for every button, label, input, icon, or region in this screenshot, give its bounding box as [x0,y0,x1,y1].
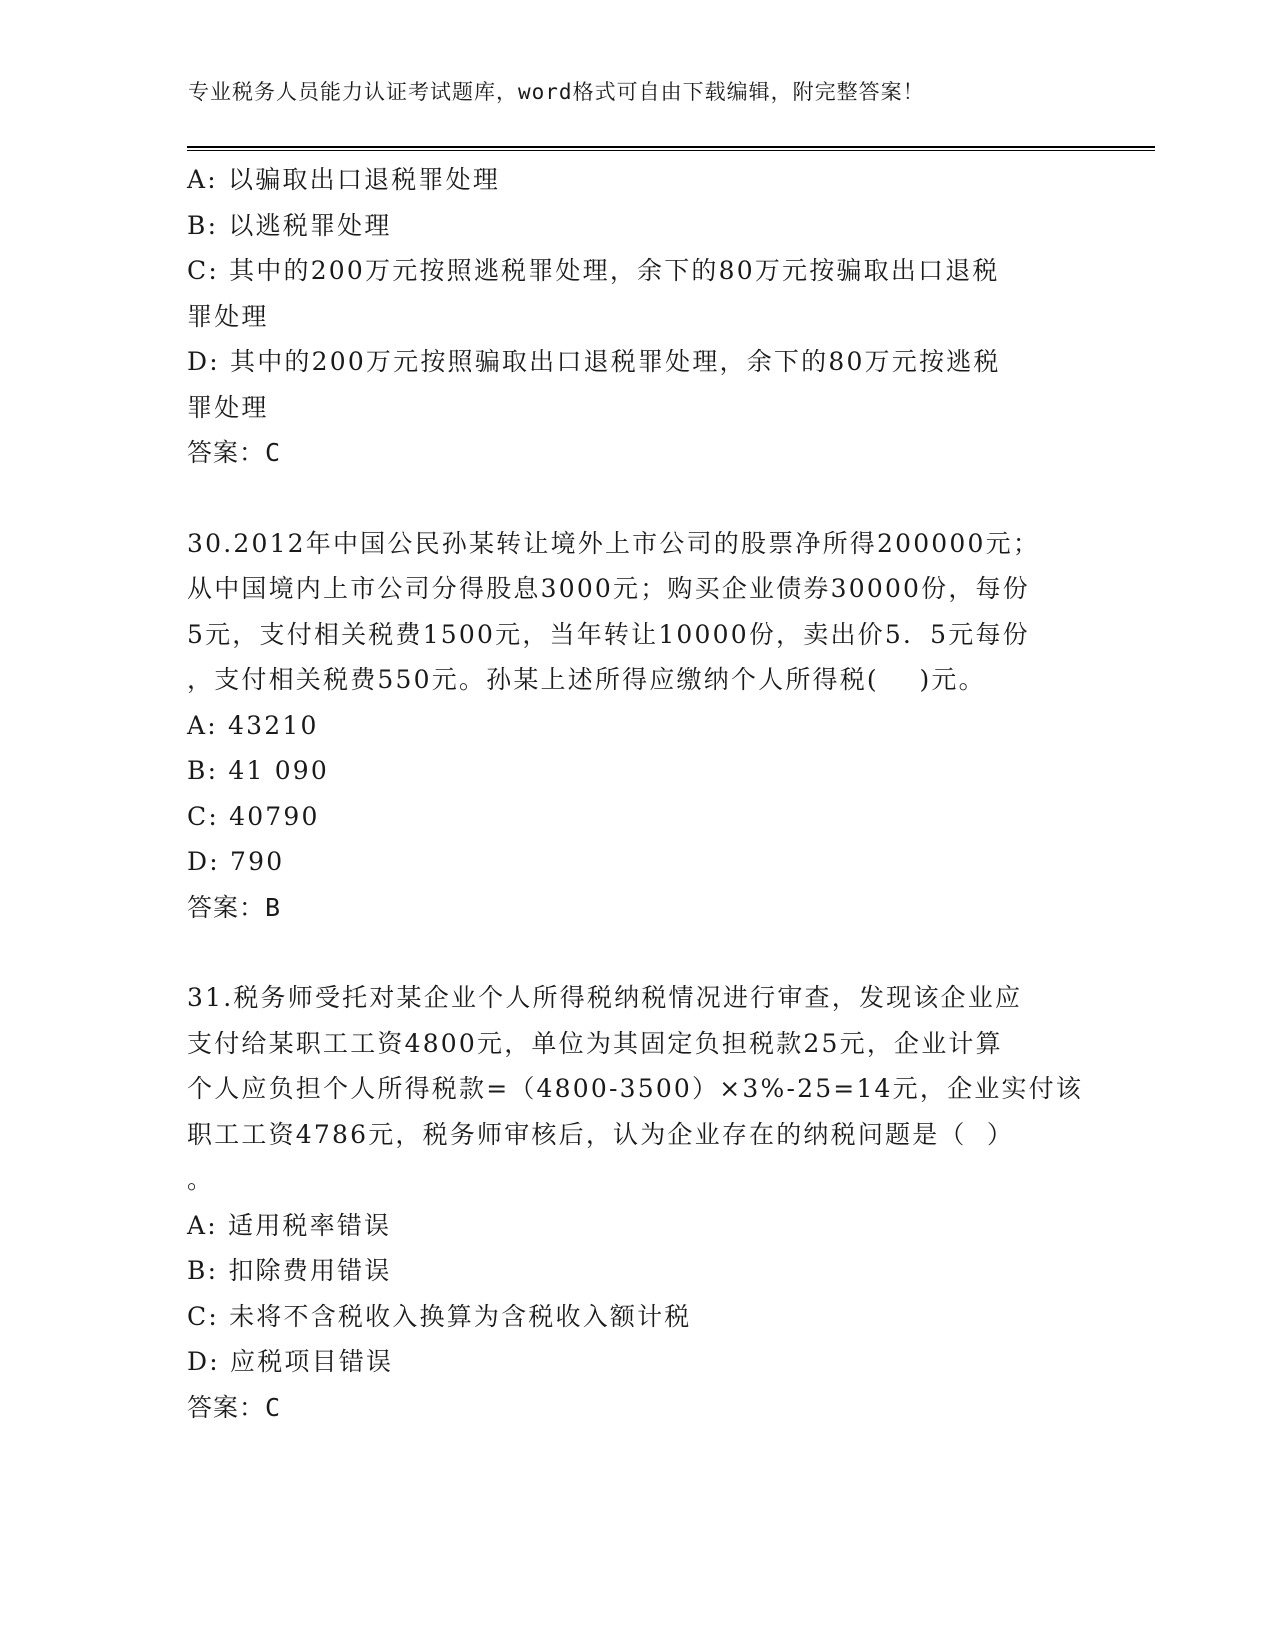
option-d-continued: 罪处理 [187,392,269,422]
question-block [187,975,1087,1430]
answer-line: 答案：C [187,438,282,467]
question-block [187,157,1087,476]
option-b: B: 41 090 [187,756,330,785]
option-a: A: 43210 [187,710,319,740]
option-d: D: 790 [187,847,285,876]
spacer [187,476,1087,521]
answer-line: 答案：B [187,892,282,922]
option-c: C: 其中的200万元按照逃税罪处理，余下的80万元按骗取出口退税 [187,256,1000,285]
question-stem: 。 [187,1165,215,1194]
question-stem: 支付给某职工工资4800元，单位为其固定负担税款25元，企业计算 [187,1028,1003,1058]
option-d: D: 应税项目错误 [187,1347,394,1376]
question-stem: 从中国境内上市公司分得股息3000元；购买企业债券30000份，每份 [187,574,1030,603]
option-c: C: 未将不含税收入换算为含税收入额计税 [187,1301,692,1331]
option-a: A: 以骗取出口退税罪处理 [187,165,501,194]
option-c-continued: 罪处理 [187,301,269,331]
option-b: B: 扣除费用错误 [187,1256,392,1285]
question-stem: 5元，支付相关税费1500元，当年转让10000份，卖出价5．5元每份 [187,619,1030,649]
option-d: D: 其中的200万元按照骗取出口退税罪处理，余下的80万元按逃税 [187,347,1001,376]
question-stem: ，支付相关税费550元。孙某上述所得应缴纳个人所得税( )元。 [187,665,986,694]
page-header: 专业税务人员能力认证考试题库，word格式可自由下载编辑，附完整答案！ [188,80,925,104]
question-block [187,521,1087,931]
option-b: B: 以逃税罪处理 [187,210,392,240]
option-c: C: 40790 [187,801,320,831]
question-content [187,157,1087,1430]
spacer [187,930,1087,975]
question-stem: 职工工资4786元，税务师审核后，认为企业存在的纳税问题是（ ） [187,1119,1015,1149]
answer-line: 答案：C [187,1392,282,1422]
option-a: A: 适用税率错误 [187,1210,392,1240]
question-stem: 个人应负担个人所得税款=（4800-3500）×3%-25=14元，企业实付该 [187,1074,1084,1103]
header-divider [187,146,1155,151]
question-stem: 31.税务师受托对某企业个人所得税纳税情况进行审查，发现该企业应 [187,983,1023,1012]
question-stem: 30.2012年中国公民孙某转让境外上市公司的股票净所得200000元； [187,528,1041,558]
